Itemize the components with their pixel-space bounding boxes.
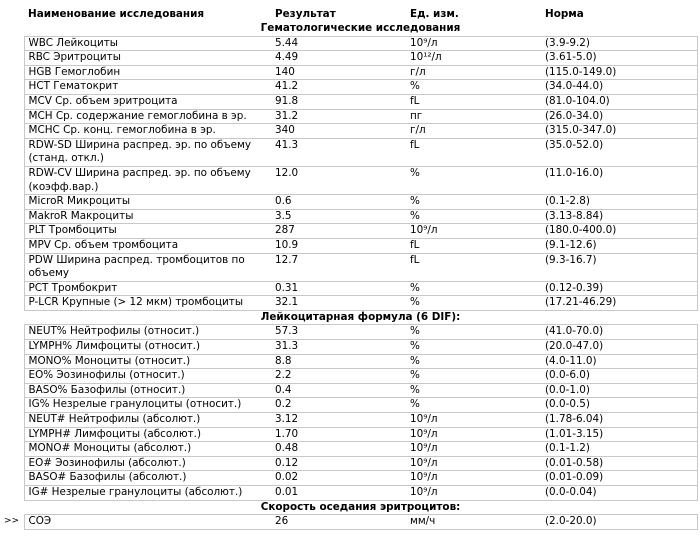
test-name: MCHC Ср. конц. гемоглобина в эр. — [24, 124, 271, 139]
table-row — [4, 166, 697, 194]
abnormal-marker — [4, 325, 24, 340]
table-row — [4, 94, 697, 109]
test-norm: (0.0-0.5) — [541, 398, 697, 413]
test-result: 4.49 — [271, 51, 406, 66]
abnormal-marker — [4, 195, 24, 210]
test-name: BASO% Базофилы (относит.) — [24, 383, 271, 398]
abnormal-marker — [4, 51, 24, 66]
test-unit: % — [406, 209, 541, 224]
test-norm: (315.0-347.0) — [541, 124, 697, 139]
test-name: LYMPH# Лимфоциты (абсолют.) — [24, 427, 271, 442]
test-name: MONO% Моноциты (относит.) — [24, 354, 271, 369]
test-result: 5.44 — [271, 36, 406, 51]
table-row — [4, 195, 697, 210]
test-unit: 10⁹/л — [406, 486, 541, 501]
test-unit: г/л — [406, 65, 541, 80]
abnormal-marker — [4, 383, 24, 398]
test-result: 12.0 — [271, 166, 406, 194]
test-name: PLT Тромбоциты — [24, 224, 271, 239]
abnormal-marker — [4, 471, 24, 486]
abnormal-marker — [4, 166, 24, 194]
table-row — [4, 224, 697, 239]
test-norm: (0.0-6.0) — [541, 369, 697, 384]
test-name: MicroR Микроциты — [24, 195, 271, 210]
abnormal-marker — [4, 124, 24, 139]
abnormal-marker — [4, 427, 24, 442]
table-row — [4, 354, 697, 369]
test-result: 3.5 — [271, 209, 406, 224]
test-unit: % — [406, 340, 541, 355]
table-row — [4, 369, 697, 384]
test-norm: (0.1-2.8) — [541, 195, 697, 210]
test-name: WBC Лейкоциты — [24, 36, 271, 51]
section-title: Скорость оседания эритроцитов: — [24, 500, 697, 515]
header-name: Наименование исследования — [28, 8, 205, 20]
test-unit: мм/ч — [406, 515, 541, 530]
test-result: 0.01 — [271, 486, 406, 501]
test-unit: % — [406, 383, 541, 398]
test-norm: (81.0-104.0) — [541, 94, 697, 109]
test-norm: (34.0-44.0) — [541, 80, 697, 95]
abnormal-marker — [4, 369, 24, 384]
test-norm: (0.0-1.0) — [541, 383, 697, 398]
test-norm: (3.13-8.84) — [541, 209, 697, 224]
test-unit: 10⁹/л — [406, 471, 541, 486]
test-name: RDW-CV Ширина распред. эр. по объему (коэфф.вар.) — [24, 166, 271, 194]
test-unit: 10⁹/л — [406, 36, 541, 51]
abnormal-marker — [4, 80, 24, 95]
table-row — [4, 340, 697, 355]
table-row — [4, 456, 697, 471]
section-title: Гематологические исследования — [24, 22, 697, 36]
test-name: MONO# Моноциты (абсолют.) — [24, 442, 271, 457]
test-result: 0.4 — [271, 383, 406, 398]
test-unit: % — [406, 369, 541, 384]
section-title: Лейкоцитарная формула (6 DIF): — [24, 310, 697, 325]
abnormal-marker — [4, 296, 24, 311]
test-unit: fL — [406, 253, 541, 281]
test-unit: 10⁹/л — [406, 456, 541, 471]
abnormal-marker — [4, 413, 24, 428]
test-unit: fL — [406, 94, 541, 109]
header-result: Результат — [275, 8, 336, 20]
table-row — [4, 515, 697, 530]
test-unit: 10⁹/л — [406, 442, 541, 457]
test-result: 8.8 — [271, 354, 406, 369]
abnormal-marker — [4, 281, 24, 296]
test-name: P-LCR Крупные (> 12 мкм) тромбоциты — [24, 296, 271, 311]
test-name: NEUT# Нейтрофилы (абсолют.) — [24, 413, 271, 428]
test-unit: fL — [406, 138, 541, 166]
test-unit: г/л — [406, 124, 541, 139]
test-result: 0.31 — [271, 281, 406, 296]
table-row — [4, 253, 697, 281]
test-norm: (1.78-6.04) — [541, 413, 697, 428]
test-norm: (0.1-1.2) — [541, 442, 697, 457]
test-unit: % — [406, 195, 541, 210]
test-result: 31.3 — [271, 340, 406, 355]
abnormal-marker — [4, 109, 24, 124]
table-row — [4, 109, 697, 124]
test-name: LYMPH% Лимфоциты (относит.) — [24, 340, 271, 355]
test-result: 91.8 — [271, 94, 406, 109]
table-row — [4, 138, 697, 166]
abnormal-marker — [4, 238, 24, 253]
test-unit: 10⁹/л — [406, 413, 541, 428]
test-name: MCH Ср. содержание гемоглобина в эр. — [24, 109, 271, 124]
test-result: 287 — [271, 224, 406, 239]
test-result: 140 — [271, 65, 406, 80]
abnormal-marker — [4, 94, 24, 109]
table-row — [4, 209, 697, 224]
test-result: 0.6 — [271, 195, 406, 210]
test-name: RBC Эритроциты — [24, 51, 271, 66]
test-norm: (0.01-0.09) — [541, 471, 697, 486]
table-row — [4, 80, 697, 95]
table-row — [4, 486, 697, 501]
table-row — [4, 413, 697, 428]
test-norm: (4.0-11.0) — [541, 354, 697, 369]
test-norm: (2.0-20.0) — [541, 515, 697, 530]
test-name: IG# Незрелые гранулоциты (абсолют.) — [24, 486, 271, 501]
table-row — [4, 51, 697, 66]
test-result: 10.9 — [271, 238, 406, 253]
test-norm: (20.0-47.0) — [541, 340, 697, 355]
abnormal-marker: >> — [4, 515, 20, 526]
test-unit: % — [406, 354, 541, 369]
test-norm: (3.9-9.2) — [541, 36, 697, 51]
test-unit: % — [406, 398, 541, 413]
table-body — [4, 22, 697, 529]
section-header-row — [4, 310, 697, 325]
abnormal-marker — [4, 486, 24, 501]
header-norm: Норма — [545, 8, 584, 20]
test-result: 2.2 — [271, 369, 406, 384]
table-row — [4, 281, 697, 296]
test-norm: (0.0-0.04) — [541, 486, 697, 501]
table-row — [4, 427, 697, 442]
abnormal-marker — [4, 442, 24, 457]
test-norm: (26.0-34.0) — [541, 109, 697, 124]
test-name: RDW-SD Ширина распред. эр. по объему (станд. откл.) — [24, 138, 271, 166]
abnormal-marker — [4, 65, 24, 80]
test-name: MPV Ср. объем тромбоцита — [24, 238, 271, 253]
test-result: 1.70 — [271, 427, 406, 442]
test-result: 26 — [271, 515, 406, 530]
table-row — [4, 296, 697, 311]
test-result: 41.2 — [271, 80, 406, 95]
mark-cell — [4, 310, 24, 325]
test-norm: (35.0-52.0) — [541, 138, 697, 166]
test-result: 340 — [271, 124, 406, 139]
table-row — [4, 124, 697, 139]
abnormal-marker — [4, 398, 24, 413]
abnormal-marker — [4, 36, 24, 51]
test-norm: (11.0-16.0) — [541, 166, 697, 194]
test-norm: (115.0-149.0) — [541, 65, 697, 80]
table-row — [4, 65, 697, 80]
test-result: 57.3 — [271, 325, 406, 340]
test-result: 31.2 — [271, 109, 406, 124]
header-unit: Ед. изм. — [410, 8, 459, 20]
test-unit: % — [406, 80, 541, 95]
abnormal-marker — [4, 253, 24, 281]
test-result: 0.48 — [271, 442, 406, 457]
table-row — [4, 325, 697, 340]
table-header — [4, 7, 697, 22]
table-row — [4, 442, 697, 457]
test-name: HGB Гемоглобин — [24, 65, 271, 80]
test-norm: (180.0-400.0) — [541, 224, 697, 239]
test-unit: 10¹²/л — [406, 51, 541, 66]
abnormal-marker — [4, 209, 24, 224]
lab-results-table — [4, 7, 698, 530]
test-unit: % — [406, 166, 541, 194]
test-norm: (3.61-5.0) — [541, 51, 697, 66]
test-name: MakroR Макроциты — [24, 209, 271, 224]
test-name: MCV Ср. объем эритроцита — [24, 94, 271, 109]
header-mark-cell — [4, 7, 24, 22]
abnormal-marker — [4, 340, 24, 355]
test-unit: 10⁹/л — [406, 224, 541, 239]
table-row — [4, 398, 697, 413]
section-header-row — [4, 500, 697, 515]
table-row — [4, 383, 697, 398]
test-unit: пг — [406, 109, 541, 124]
abnormal-marker — [4, 138, 24, 166]
test-result: 0.02 — [271, 471, 406, 486]
test-name: IG% Незрелые гранулоциты (относит.) — [24, 398, 271, 413]
test-norm: (9.3-16.7) — [541, 253, 697, 281]
test-unit: % — [406, 281, 541, 296]
abnormal-marker — [4, 224, 24, 239]
table-row — [4, 238, 697, 253]
test-name: PCT Тромбокрит — [24, 281, 271, 296]
test-norm: (0.12-0.39) — [541, 281, 697, 296]
test-name: СОЭ — [24, 515, 271, 530]
mark-cell — [4, 500, 24, 515]
test-norm: (0.01-0.58) — [541, 456, 697, 471]
test-result: 32.1 — [271, 296, 406, 311]
test-name: BASO# Базофилы (абсолют.) — [24, 471, 271, 486]
test-result: 12.7 — [271, 253, 406, 281]
test-unit: fL — [406, 238, 541, 253]
test-name: HCT Гематокрит — [24, 80, 271, 95]
test-unit: % — [406, 296, 541, 311]
test-result: 41.3 — [271, 138, 406, 166]
test-result: 0.2 — [271, 398, 406, 413]
test-norm: (17.21-46.29) — [541, 296, 697, 311]
table-row — [4, 471, 697, 486]
test-name: NEUT% Нейтрофилы (относит.) — [24, 325, 271, 340]
test-unit: 10⁹/л — [406, 427, 541, 442]
test-result: 3.12 — [271, 413, 406, 428]
test-norm: (1.01-3.15) — [541, 427, 697, 442]
test-result: 0.12 — [271, 456, 406, 471]
test-name: EO# Эозинофилы (абсолют.) — [24, 456, 271, 471]
abnormal-marker — [4, 456, 24, 471]
test-unit: % — [406, 325, 541, 340]
mark-cell — [4, 22, 24, 36]
test-name: EO% Эозинофилы (относит.) — [24, 369, 271, 384]
test-name: PDW Ширина распред. тромбоцитов по объему — [24, 253, 271, 281]
table-row — [4, 36, 697, 51]
section-header-row — [4, 22, 697, 36]
test-norm: (41.0-70.0) — [541, 325, 697, 340]
test-norm: (9.1-12.6) — [541, 238, 697, 253]
header-row — [4, 7, 697, 22]
abnormal-marker — [4, 354, 24, 369]
